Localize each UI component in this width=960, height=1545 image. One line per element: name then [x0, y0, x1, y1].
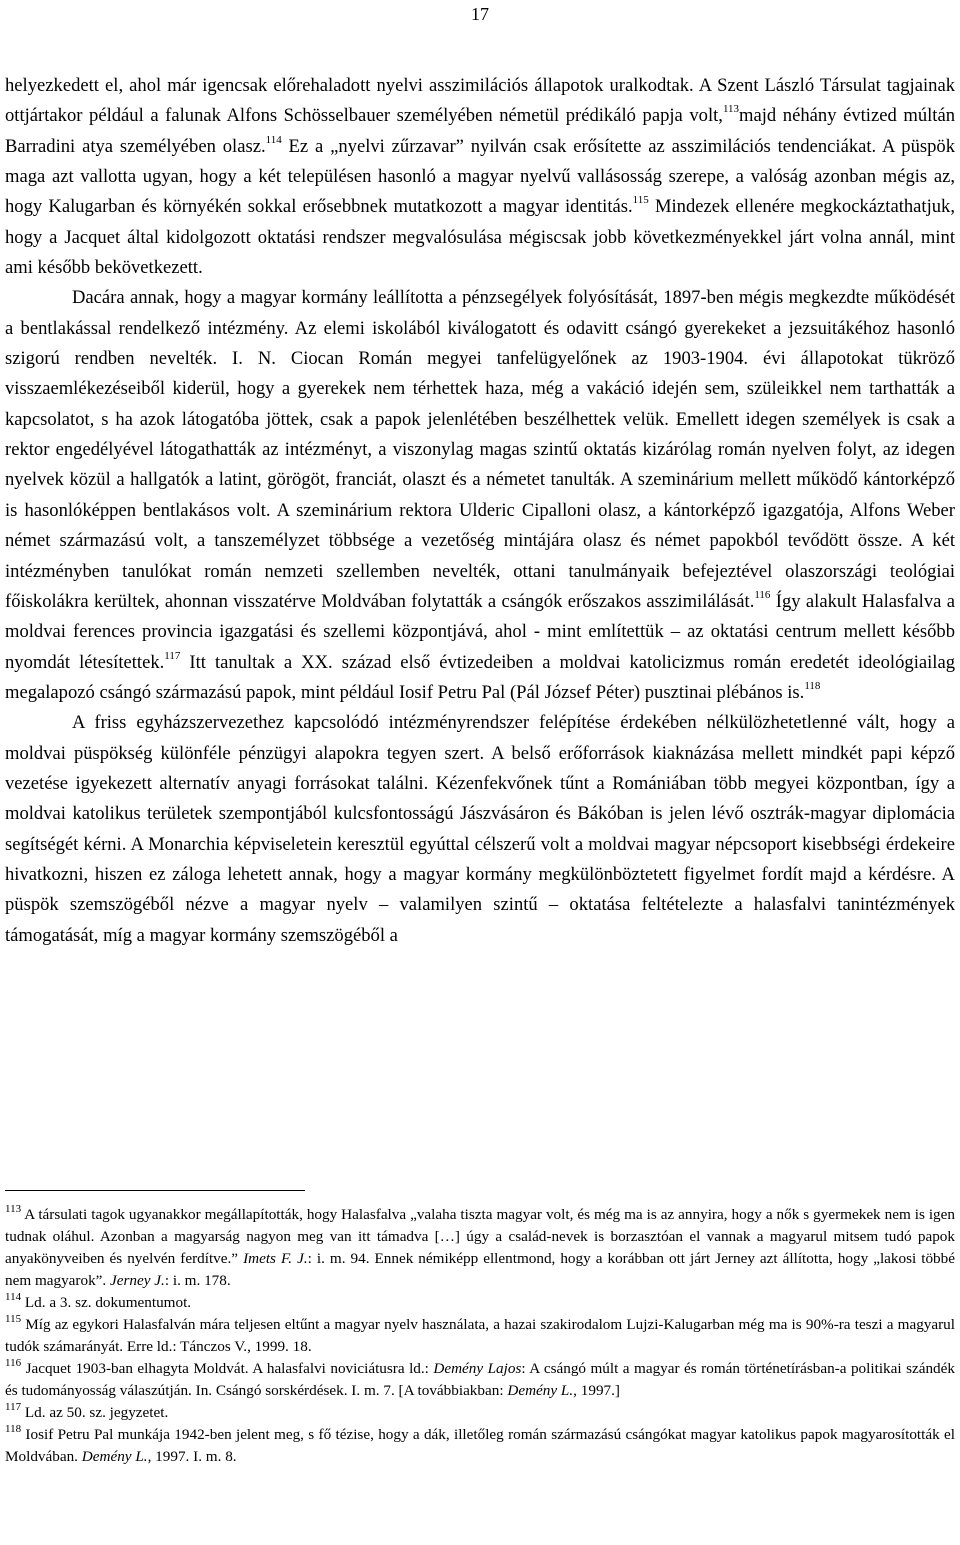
footnote-number: 116 [5, 1357, 22, 1369]
footnote-text: A társulati tagok ugyanakkor megállapították, hogy Halasfalva „valaha tiszta magyar volt, és még ma is az annyira, hogy a nők s gyermekek nem is igen tudnak oláhul. Azonban a magyarság nagyon meg van itt támadva […] úgy a család-nevek is borzasztóan el vannak a magyarul mitsem tudó papok anyakönyveiben és nyelvén ferdítve.” [5, 1206, 955, 1267]
footnote-number: 118 [5, 1423, 22, 1435]
footnote-text: Ld. az 50. sz. jegyzetet. [21, 1404, 169, 1421]
text-run: helyezkedett el, ahol már igencsak előrehaladott nyelvi asszimilációs állapotok uralkodtak. A Szent László Társulat tagjainak ottjártakor például a falunak Alfons Schösselbauer személyében németül prédikáló papja volt, [5, 75, 955, 127]
footnote-citation-italic: Demény Lajos [433, 1360, 522, 1377]
footnote-text: : i. m. 178. [164, 1272, 231, 1289]
footnote-reference[interactable]: 113 [722, 103, 740, 116]
page-number: 17 [471, 4, 489, 24]
footnote-text: Míg az egykori Halasfalván mára teljesen eltűnt a magyar nyelv használata, a hazai szakirodalom Lujzi-Kalugarban még ma is 90%-ra teszi a magyarul tudók számarányát. Erre ld.: Tánczos V., 1999. 18. [5, 1316, 955, 1355]
footnote [5, 1402, 955, 1424]
footnote-text: Jacquet 1903-ban elhagyta Moldvát. A halasfalvi noviciátusra ld.: [21, 1360, 434, 1377]
footnote [5, 1292, 955, 1314]
footnote-number: 113 [5, 1203, 22, 1215]
footnote-text: : A csángó múlt a magyar és román történetírásban-a politikai szándék és tudományosság válaszútján. In. Csángó sorskérdések. I. m. 7. [A továbbiakban: [5, 1360, 955, 1399]
footnote-number: 114 [5, 1291, 22, 1303]
text-run: Itt tanultak a XX. század első évtizedeiben a moldvai katolicizmus román eredetét ideológiailag megalapozó csángó származású papok, mint például Iosif Petru Pal (Pál József Péter) pusztinai plébános is. [5, 651, 955, 703]
footnote-reference[interactable]: 114 [265, 133, 282, 146]
footnote-separator [5, 1190, 305, 1191]
text-run: majd néhány évtized múltán Barradini atya személyében olasz. [5, 105, 955, 157]
footnote-text: , 1997. I. m. 8. [147, 1448, 237, 1465]
footnote [5, 1204, 955, 1292]
footnote-reference[interactable]: 116 [754, 588, 771, 601]
text-run: Dacára annak, hogy a magyar kormány leállította a pénzsegélyek folyósítását, 1897-ben mégis megkezdte működését a bentlakással rendelkező intézmény. Az elemi iskolából kiválogatott és odavitt csángó gyerekeket a jezsuitákéhoz hasonló szigorú rendben nevelték. I. N. Ciocan Román megyei tanfelügyelőnek az 1903-1904. évi állapotokat tükröző visszaemlékezéseiből kiderül, hogy a gyerekek nem térhettek haza, még a vakáció idején sem, szüleikkel nem tarthatták a kapcsolatot, s ha azok látogatóba jöttek, csak a papok jelenlétében beszélhettek velük. Emellett idegen személyek is csak a rektor engedélyével látogathatták az intézményt, a viszonylag magas szintű oktatás kizárólag román nyelven folyt, az idegen nyelvek közül a hallgatók a latint, görögöt, franciát, olaszt és a németet tanulták. A szeminárium mellett működő kántorképző is hasonlóképpen bentlakásos volt. A szeminárium rektora Ulderic Cipalloni olasz, a kántorképző igazgatója, Alfons Weber német származású volt, a tanszemélyzet többsége a vezetőség mintájára olasz és német papokból tevődött össze. A két intézményben tanulókat román nemzeti szellemben nevelték, ottani tanulmányaik befejeztével olaszországi teológiai főiskolákra kerültek, ahonnan visszatérve Moldvában folytatták a csángók erőszakos asszimilálását. [5, 287, 955, 612]
footnote [5, 1424, 955, 1468]
body-paragraph [5, 708, 955, 951]
text-run: Így alakult Halasfalva a moldvai ferences provincia igazgatási és szellemi központjává, ahol - mint említettük – az oktatási centrum mellett később nyomdát létesítettek. [5, 590, 955, 673]
footnote [5, 1358, 955, 1402]
footnote-citation-italic: Jerney J. [110, 1272, 165, 1289]
footnote-text: , 1997.] [573, 1382, 620, 1399]
footnote-reference[interactable]: 117 [164, 649, 181, 662]
footnotes [5, 1204, 955, 1468]
footnote-text: : i. m. 94. Ennek némiképp ellentmond, hogy a korábban ott járt Jerney azt állította, hogy „lakosi többé nem magyarok”. [5, 1250, 955, 1289]
footnote-reference[interactable]: 118 [804, 679, 821, 692]
text-run: Mindezek ellenére megkockáztathatjuk, hogy a Jacquet által kidolgozott oktatási rendszer megvalósulása mégiscsak jobb következményekkel járt volna annál, mint ami később bekövetkezett. [5, 196, 955, 279]
footnote [5, 1314, 955, 1358]
body-paragraph [5, 71, 955, 283]
footnote-citation-italic: Demény L. [507, 1382, 574, 1399]
footnote-number: 117 [5, 1401, 22, 1413]
footnote-text: Ld. a 3. sz. dokumentumot. [21, 1294, 192, 1311]
text-run: A friss egyházszervezethez kapcsolódó intézményrendszer felépítése érdekében nélkülözhetetlenné vált, hogy a moldvai püspökség különféle pénzügyi alapokra tegyen szert. A belső erőforrások kiaknázása mellett mindkét papi képző vezetése igyekezett alternatív anyagi forrásokat találni. Kézenfekvőnek tűnt a Romániában több megyei központban, így a moldvai katolikus területek szempontjából kulcsfontosságú Jászvásáron és Bákóban is jelen lévő osztrák-magyar diplomácia segítségét kérni. A Monarchia képviseletein keresztül egyúttal célszerű volt a moldvai magyar népcsoport kisebbségi érdekeire hivatkozni, hiszen ez záloga lehetett annak, hogy a magyar kormány megkülönböztetett figyelmet fordít majd a kérdésre. A püspök szemszögéből nézve a magyar nyelv – valamilyen szintű – oktatása feltételezte a halasfalvi tanintézmények támogatását, míg a magyar kormány szemszögéből a [5, 712, 955, 946]
footnote-citation-italic: Imets F. J. [243, 1250, 308, 1267]
footnote-text: Iosif Petru Pal munkája 1942-ben jelent meg, s fő tézise, hogy a dák, illetőleg román származású csángókat magyar katolikus papok magyarosították el Moldvában. [5, 1426, 955, 1465]
body-paragraph [5, 283, 955, 708]
text-run: Ez a „nyelvi zűrzavar” nyilván csak erősítette az asszimilációs tendenciákat. A püspök maga azt vallotta ugyan, hogy a két településen hasonló a magyar nyelvű vallásosság szerepe, a valóság azonban mégis az, hogy Kalugarban és környékén sokkal erősebbnek mutatkozott a magyar identitás. [5, 135, 955, 218]
footnote-number: 115 [5, 1313, 22, 1325]
footnote-citation-italic: Demény L. [81, 1448, 148, 1465]
main-text [5, 71, 955, 951]
footnote-reference[interactable]: 115 [632, 194, 649, 207]
